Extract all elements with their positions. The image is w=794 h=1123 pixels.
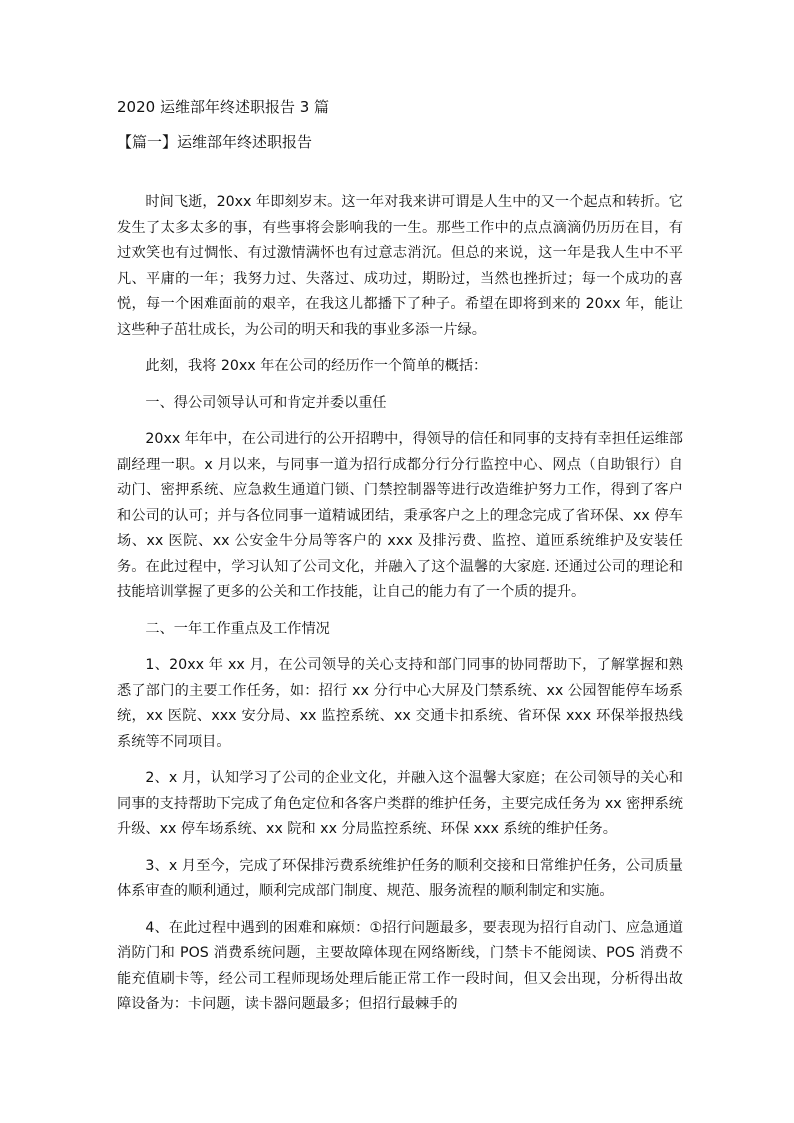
- document-title: 2020 运维部年终述职报告 3 篇: [117, 98, 330, 116]
- paragraph-item-1: 1、20xx 年 xx 月，在公司领导的关心支持和部门同事的协同帮助下，了解掌握和熟悉了部门的主要工作任务，如：招行 xx 分行中心大屏及门禁系统、xx 公园智能停车场系统，xx 医院、xxx 安分局、xx 监控系统、xx 交通卡扣系统、省环保 xxx 环保举报热线系统等不同项目。: [117, 657, 683, 750]
- paragraph-summary-lead: 此刻，我将 20xx 年在公司的经历作一个简单的概括：: [145, 358, 488, 374]
- paragraph-part-one: 20xx 年年中，在公司进行的公开招聘中，得领导的信任和同事的支持有幸担任运维部副经理一职。x 月以来，与同事一道为招行成都分行分行监控中心、网点（自助银行）自动门、密押系统、应急救生通道门锁、门禁控制器等进行改造维护努力工作，得到了客户和公司的认可；并与各位同事一道精诚团结，秉承客户之上的理念完成了省环保、xx 停车场、xx 医院、xx 公安金牛分局等客户的 xxx 及排污费、监控、道匝系统维护及安装任务。在此过程中，学习认知了公司文化，并融入了这个温馨的大家庭. 还通过公司的理论和技能培训掌握了更多的公关和工作技能，让自己的能力有了一个质的提升。: [117, 431, 683, 600]
- paragraph-item-4: 4、在此过程中遇到的困难和麻烦：①招行问题最多，要表现为招行自动门、应急通道消防门和 POS 消费系统问题，主要故障体现在网络断线，门禁卡不能阅读、POS 消费不能充值刷卡等，经公司工程师现场处理后能正常工作一段时间，但又会出现，分析得出故障设备为：卡问题，读卡器问题最多；但招行最棘手的: [117, 919, 683, 1012]
- document-body: [117, 190, 683, 1029]
- paragraph-intro: 时间飞逝，20xx 年即刻岁末。这一年对我来讲可谓是人生中的又一个起点和转折。它发生了太多太多的事，有些事将会影响我的一生。那些工作中的点点滴滴仍历历在目，有过欢笑也有过惆怅、有过激情满怀也有过意志消沉。但总的来说，这一年是我人生中不平凡、平庸的一年；我努力过、失落过、成功过，期盼过，当然也挫折过；每一个成功的喜悦，每一个困难面前的艰辛，在我这儿都播下了种子。希望在即将到来的 20xx 年，能让这些种子茁壮成长，为公司的明天和我的事业多添一片绿。: [117, 194, 683, 338]
- heading-part-one: 一、得公司领导认可和肯定并委以重任: [145, 394, 387, 411]
- paragraph-item-3: 3、x 月至今，完成了环保排污费系统维护任务的顺利交接和日常维护任务，公司质量体系审查的顺利通过，顺利完成部门制度、规范、服务流程的顺利制定和实施。: [117, 857, 683, 899]
- paragraph-item-2: 2、x 月，认知学习了公司的企业文化，并融入这个温馨大家庭；在公司领导的关心和同事的支持帮助下完成了角色定位和各客户类群的维护任务，主要完成任务为 xx 密押系统升级、xx 停车场系统、xx 院和 xx 分局监控系统、环保 xxx 系统的维护任务。: [117, 770, 683, 837]
- section-title: 【篇一】运维部年终述职报告: [117, 133, 313, 151]
- heading-part-two: 二、一年工作重点及工作情况: [145, 620, 330, 637]
